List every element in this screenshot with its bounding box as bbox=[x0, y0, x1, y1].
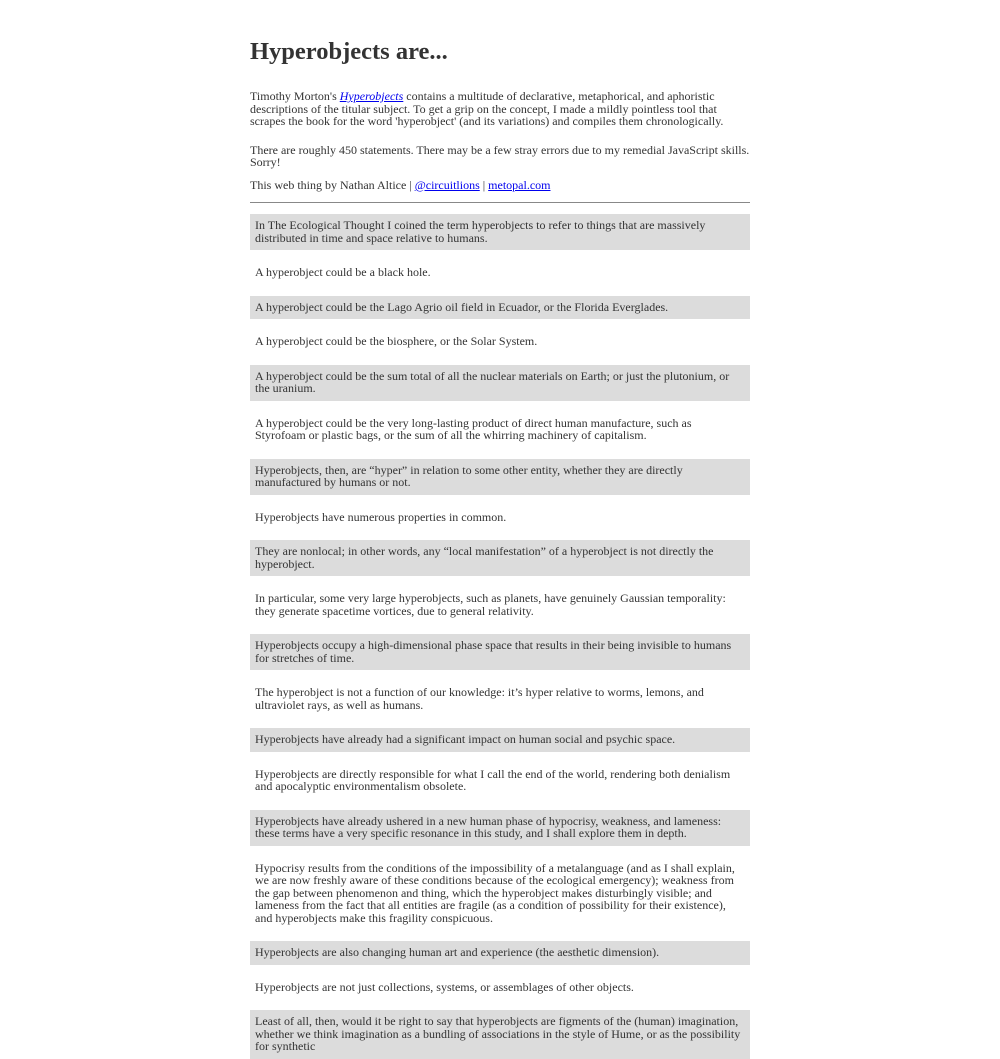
page bbox=[250, 0, 750, 1059]
divider bbox=[250, 202, 750, 203]
statement-item: Hyperobjects have numerous properties in common. bbox=[250, 506, 750, 530]
statement-item: Hyperobjects have already ushered in a new human phase of hypocrisy, weakness, and lameness: these terms have a very specific resonance in this study, and I shall explore them in depth. bbox=[250, 810, 750, 846]
statement-item: In The Ecological Thought I coined the term hyperobjects to refer to things that are massively distributed in time and space relative to humans. bbox=[250, 214, 750, 250]
intro-note: There are roughly 450 statements. There may be a few stray errors due to my remedial JavaScript skills. Sorry! bbox=[250, 142, 750, 169]
credits bbox=[250, 179, 750, 192]
statement-list bbox=[250, 214, 750, 1059]
statement-item: A hyperobject could be a black hole. bbox=[250, 261, 750, 285]
statement-item: In particular, some very large hyperobjects, such as planets, have genuinely Gaussian temporality: they generate spacetime vortices, due to general relativity. bbox=[250, 587, 750, 623]
statement-item: A hyperobject could be the Lago Agrio oil field in Ecuador, or the Florida Everglades. bbox=[250, 296, 750, 320]
statement-item: Hypocrisy results from the conditions of the impossibility of a metalanguage (and as I shall explain, we are now freshly aware of these conditions because of the ecological emergency); weakness from the gap between phenomenon and thing, which the hyperobject makes disturbingly visible; and lameness from the fact that all entities are fragile (as a condition of possibility for their existence), and hyperobjects make this fragility conspicuous. bbox=[250, 857, 750, 931]
intro-prefix: Timothy Morton's bbox=[250, 89, 340, 103]
intro bbox=[250, 90, 750, 191]
statement-item: A hyperobject could be the biosphere, or the Solar System. bbox=[250, 330, 750, 354]
statement-item: Hyperobjects are directly responsible for what I call the end of the world, rendering both denialism and apocalyptic environmentalism obsolete. bbox=[250, 763, 750, 799]
statement-item: Hyperobjects occupy a high-dimensional phase space that results in their being invisible to humans for stretches of time. bbox=[250, 634, 750, 670]
credits-separator: | bbox=[479, 177, 489, 192]
book-link[interactable]: Hyperobjects bbox=[339, 89, 404, 103]
page-title: Hyperobjects are... bbox=[250, 38, 448, 65]
statement-item: Hyperobjects are also changing human art and experience (the aesthetic dimension). bbox=[250, 941, 750, 965]
statement-item: Hyperobjects are not just collections, systems, or assemblages of other objects. bbox=[250, 976, 750, 1000]
statement-item: Hyperobjects have already had a significant impact on human social and psychic space. bbox=[250, 728, 750, 752]
statement-item: The hyperobject is not a function of our knowledge: it’s hyper relative to worms, lemons, and ultraviolet rays, as well as humans. bbox=[250, 681, 750, 717]
statement-item: Least of all, then, would it be right to say that hyperobjects are figments of the (human) imagination, whether we think imagination as a bundling of associations in the style of Hume, or as the possibility for synthetic bbox=[250, 1010, 750, 1059]
statement-item: A hyperobject could be the sum total of all the nuclear materials on Earth; or just the plutonium, or the uranium. bbox=[250, 365, 750, 401]
site-link[interactable]: metopal.com bbox=[488, 177, 551, 192]
intro-description bbox=[250, 90, 750, 128]
twitter-link[interactable]: @circuitlions bbox=[414, 177, 480, 192]
intro-suffix: contains a multitude of declarative, metaphorical, and aphoristic descriptions of the titular subject. To get a grip on the concept, I made a mildly pointless tool that scrapes the book for the word 'hyperobject' (and its variations) and compiles them chronologically. bbox=[250, 89, 724, 128]
credits-prefix: This web thing by Nathan Altice | bbox=[250, 177, 415, 192]
statement-item: They are nonlocal; in other words, any “local manifestation” of a hyperobject is not directly the hyperobject. bbox=[250, 540, 750, 576]
statement-item: A hyperobject could be the very long-lasting product of direct human manufacture, such as Styrofoam or plastic bags, or the sum of all the whirring machinery of capitalism. bbox=[250, 412, 750, 448]
statement-item: Hyperobjects, then, are “hyper” in relation to some other entity, whether they are directly manufactured by humans or not. bbox=[250, 459, 750, 495]
